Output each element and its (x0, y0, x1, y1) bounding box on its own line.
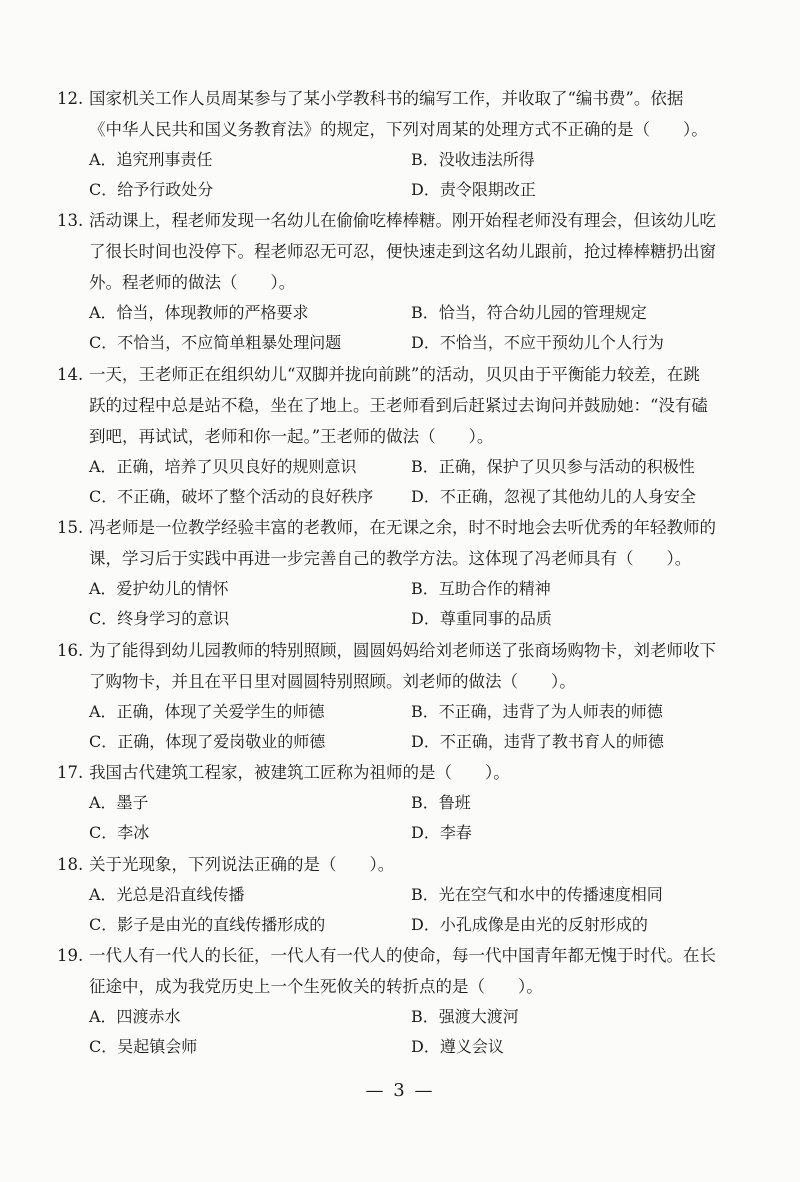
option-a: A．光总是沿直线传播 (89, 885, 245, 904)
question-number: 14. (57, 365, 84, 384)
option-a: A．爱护幼儿的情怀 (89, 579, 229, 598)
question-12 (57, 83, 747, 205)
question-19 (57, 940, 747, 1062)
question-stem (57, 940, 747, 1002)
option-a: A．追究刑事责任 (89, 150, 213, 169)
option-c: C．吴起镇会师 (89, 1037, 198, 1056)
option-c: C．影子是由光的直线传播形成的 (89, 915, 326, 934)
stem-line: 一天，王老师正在组织幼儿“双脚并拢向前跳”的活动，贝贝由于平衡能力较差，在跳 (89, 365, 700, 384)
option-a: A．恰当，体现教师的严格要求 (89, 303, 309, 322)
option-b: B．恰当，符合幼儿园的管理规定 (411, 303, 647, 322)
option-d: D．不正确，违背了教书育人的师德 (411, 732, 664, 751)
question-18 (57, 849, 747, 940)
option-a: A．正确，体现了关爱学生的师德 (89, 702, 325, 721)
options (57, 788, 747, 848)
question-stem (57, 635, 747, 697)
option-d: D．小孔成像是由光的反射形成的 (411, 915, 648, 934)
option-b: B．光在空气和水中的传播速度相同 (411, 885, 663, 904)
option-d: D．不正确，忽视了其他幼儿的人身安全 (411, 487, 696, 506)
options (57, 574, 747, 634)
question-15 (57, 512, 747, 634)
option-c: C．不恰当，不应简单粗暴处理问题 (89, 333, 342, 352)
stem-line: 一代人有一代人的长征，一代人有一代人的使命，每一代中国青年都无愧于时代。在长 (89, 946, 716, 965)
question-number: 17. (57, 763, 84, 782)
question-16 (57, 635, 747, 757)
options (57, 697, 747, 757)
option-c: C．正确，体现了爱岗敬业的师德 (89, 732, 326, 751)
stem-line: 国家机关工作人员周某参与了某小学教科书的编写工作，并收取了“编书费”。依据 (89, 89, 684, 108)
question-14 (57, 359, 747, 512)
stem-line: 外。程老师的做法（ ）。 (89, 273, 296, 292)
option-b: B．鲁班 (411, 793, 471, 812)
option-d: D．不恰当，不应干预幼儿个人行为 (411, 333, 664, 352)
question-number: 16. (57, 641, 84, 660)
option-b: B．没收违法所得 (411, 150, 535, 169)
options (57, 452, 747, 512)
option-b: B．互助合作的精神 (411, 579, 551, 598)
question-stem (57, 83, 747, 145)
option-c: C．李冰 (89, 823, 150, 842)
stem-line: 跃的过程中总是站不稳，坐在了地上。王老师看到后赶紧过去询问并鼓励她：“没有磕 (89, 396, 708, 415)
question-stem (57, 757, 747, 788)
question-number: 13. (57, 211, 84, 230)
stem-line: 课，学习后于实践中再进一步完善自己的教学方法。这体现了冯老师具有（ ）。 (89, 549, 692, 568)
option-a: A．四渡赤水 (89, 1007, 181, 1026)
stem-line: 活动课上，程老师发现一名幼儿在偷偷吃棒棒糖。刚开始程老师没有理会，但该幼儿吃 (89, 211, 716, 230)
question-13 (57, 205, 747, 358)
stem-line: 关于光现象，下列说法正确的是（ ）。 (89, 855, 395, 874)
stem-line: 了很长时间也没停下。程老师忍无可忍，便快速走到这名幼儿跟前，抢过棒棒糖扔出窗 (89, 242, 716, 261)
options (57, 1002, 747, 1062)
stem-line: 征途中，成为我党历史上一个生死攸关的转折点的是（ ）。 (89, 977, 543, 996)
question-number: 19. (57, 946, 84, 965)
page-number: — 3 — (365, 1080, 435, 1101)
stem-line: 到吧，再试试，老师和你一起。”王老师的做法（ ）。 (89, 427, 494, 446)
stem-line: 为了能得到幼儿园教师的特别照顾，圆圆妈妈给刘老师送了张商场购物卡，刘老师收下 (89, 641, 716, 660)
option-c: C．不正确，破坏了整个活动的良好秩序 (89, 487, 374, 506)
stem-line: 《中华人民共和国义务教育法》的规定，下列对周某的处理方式不正确的是（ ）。 (89, 120, 708, 139)
option-a: A．正确，培养了贝贝良好的规则意识 (89, 457, 357, 476)
stem-line: 冯老师是一位教学经验丰富的老教师，在无课之余，时不时地会去听优秀的年轻教师的 (89, 518, 716, 537)
option-b: B．正确，保护了贝贝参与活动的积极性 (411, 457, 695, 476)
question-stem (57, 849, 747, 880)
option-c: C．终身学习的意识 (89, 609, 230, 628)
option-d: D．遵义会议 (411, 1037, 504, 1056)
stem-line: 了购物卡，并且在平日里对圆圆特别照顾。刘老师的做法（ ）。 (89, 672, 576, 691)
question-stem (57, 512, 747, 574)
option-c: C．给予行政处分 (89, 180, 214, 199)
option-d: D．李春 (411, 823, 472, 842)
question-number: 12. (57, 89, 84, 108)
option-b: B．强渡大渡河 (411, 1007, 519, 1026)
question-stem (57, 205, 747, 298)
option-a: A．墨子 (89, 793, 149, 812)
option-d: D．责令限期改正 (411, 180, 536, 199)
question-17 (57, 757, 747, 848)
options (57, 145, 747, 205)
question-number: 18. (57, 855, 84, 874)
question-stem (57, 359, 747, 452)
option-d: D．尊重同事的品质 (411, 609, 552, 628)
options (57, 298, 747, 358)
question-number: 15. (57, 518, 84, 537)
option-b: B．不正确，违背了为人师表的师德 (411, 702, 663, 721)
stem-line: 我国古代建筑工程家，被建筑工匠称为祖师的是（ ）。 (89, 763, 510, 782)
options (57, 880, 747, 940)
